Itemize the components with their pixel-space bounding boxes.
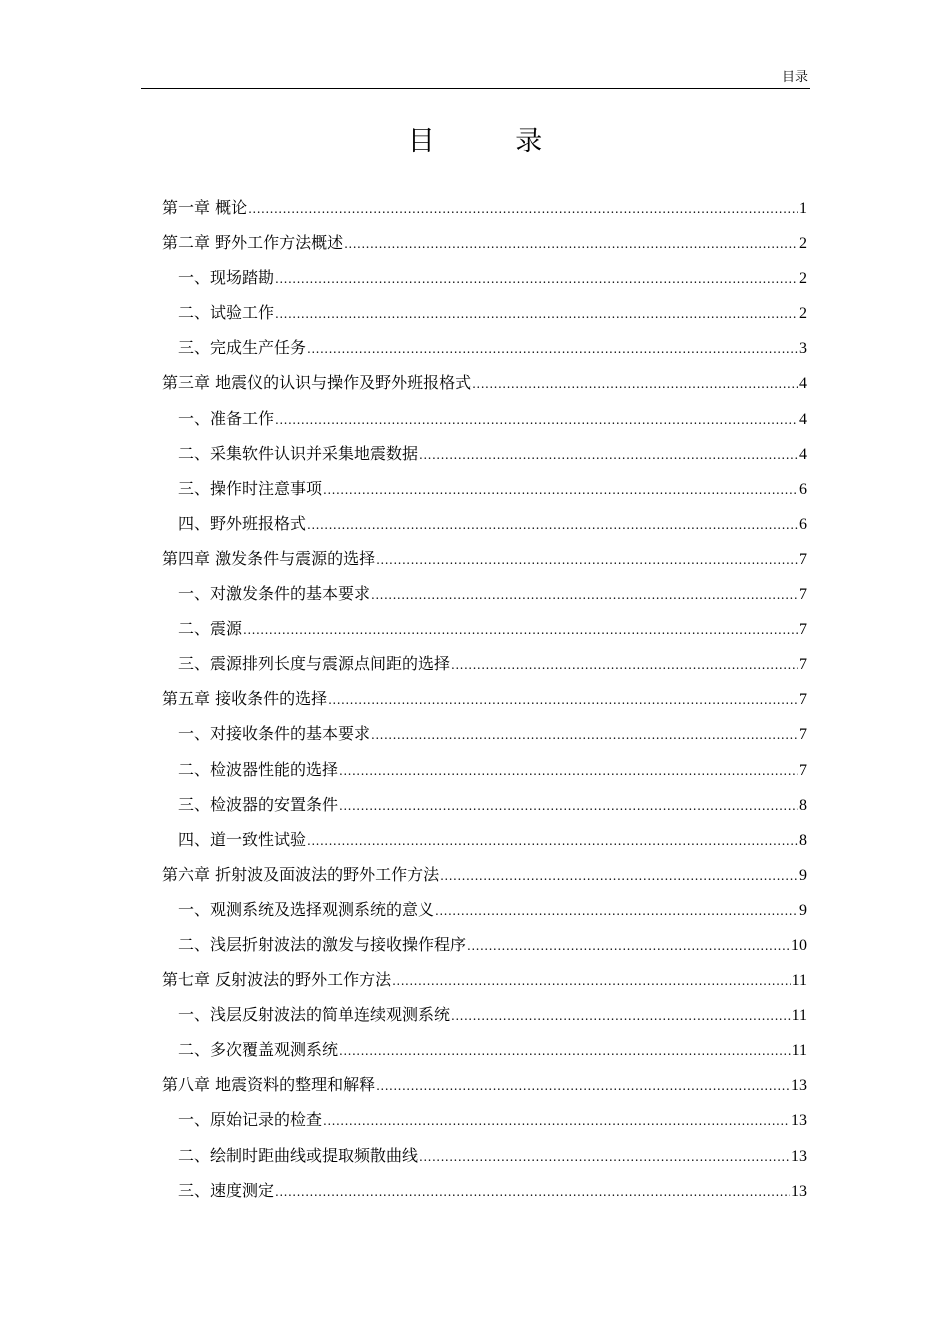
toc-dot-leader <box>339 754 798 789</box>
toc-chapter-entry[interactable] <box>162 1067 807 1102</box>
toc-section-entry[interactable] <box>162 997 807 1032</box>
toc-page-number: 11 <box>791 1042 807 1060</box>
toc-entry-label: 二、浅层折射波法的激发与接收操作程序 <box>178 934 467 954</box>
toc-entry-label: 一、对接收条件的基本要求 <box>178 724 371 744</box>
toc-page-number: 2 <box>799 270 807 288</box>
toc-dot-leader <box>419 1140 790 1175</box>
toc-dot-leader <box>371 718 798 753</box>
toc-page-number: 11 <box>791 972 807 990</box>
toc-entry-label: 三、震源排列长度与震源点间距的选择 <box>178 654 451 674</box>
toc-chapter-entry[interactable] <box>162 962 807 997</box>
toc-entry-label: 第六章 折射波及面波法的野外工作方法 <box>162 864 440 884</box>
toc-dot-leader <box>467 929 790 964</box>
toc-chapter-entry[interactable] <box>162 541 807 576</box>
toc-page-number: 7 <box>799 550 807 568</box>
toc-page-number: 7 <box>799 656 807 674</box>
toc-section-entry[interactable] <box>162 506 807 541</box>
toc-dot-leader <box>323 1104 790 1139</box>
table-of-contents <box>162 190 807 1208</box>
toc-section-entry[interactable] <box>162 330 807 365</box>
toc-section-entry[interactable] <box>162 1102 807 1137</box>
toc-section-entry[interactable] <box>162 1032 807 1067</box>
toc-page-number: 4 <box>799 375 807 393</box>
toc-page-number: 13 <box>791 1112 807 1130</box>
toc-section-entry[interactable] <box>162 822 807 857</box>
header-text: 目录 <box>781 70 808 85</box>
toc-dot-leader <box>376 543 798 578</box>
toc-entry-label: 二、震源 <box>178 619 243 639</box>
toc-page-number: 8 <box>799 796 807 814</box>
toc-dot-leader <box>339 789 798 824</box>
toc-section-entry[interactable] <box>162 576 807 611</box>
toc-page-number: 8 <box>799 831 807 849</box>
header-rule <box>141 88 810 89</box>
toc-page-number: 1 <box>799 200 807 217</box>
toc-dot-leader <box>275 297 798 332</box>
toc-entry-label: 四、道一致性试验 <box>178 829 307 849</box>
toc-dot-leader <box>339 1034 791 1069</box>
toc-entry-label: 二、绘制时距曲线或提取频散曲线 <box>178 1145 419 1165</box>
toc-section-entry[interactable] <box>162 892 807 927</box>
toc-entry-label: 一、对激发条件的基本要求 <box>178 584 371 604</box>
toc-entry-label: 二、采集软件认识并采集地震数据 <box>178 443 419 463</box>
toc-dot-leader <box>392 964 791 999</box>
toc-page-number: 9 <box>799 866 807 884</box>
toc-entry-label: 一、现场踏勘 <box>178 268 275 288</box>
toc-dot-leader <box>344 227 798 262</box>
toc-section-entry[interactable] <box>162 401 807 436</box>
toc-dot-leader <box>275 403 798 438</box>
toc-dot-leader <box>275 262 798 297</box>
toc-entry-label: 一、观测系统及选择观测系统的意义 <box>178 899 435 919</box>
toc-page-number: 2 <box>799 305 807 323</box>
toc-page-number: 10 <box>791 936 807 954</box>
toc-dot-leader <box>440 859 798 894</box>
toc-page-number: 13 <box>791 1182 807 1200</box>
toc-dot-leader <box>328 683 798 718</box>
toc-chapter-entry[interactable] <box>162 225 807 260</box>
toc-chapter-entry[interactable] <box>162 365 807 400</box>
toc-section-entry[interactable] <box>162 471 807 506</box>
toc-entry-label: 第七章 反射波法的野外工作方法 <box>162 970 392 990</box>
toc-page-number: 4 <box>799 445 807 463</box>
toc-dot-leader <box>376 1069 790 1104</box>
toc-section-entry[interactable] <box>162 295 807 330</box>
toc-chapter-entry[interactable] <box>162 190 807 225</box>
toc-section-entry[interactable] <box>162 716 807 751</box>
toc-dot-leader <box>451 999 791 1034</box>
toc-page-number: 13 <box>791 1077 807 1095</box>
toc-entry-label: 二、多次覆盖观测系统 <box>178 1040 339 1060</box>
toc-entry-label: 二、检波器性能的选择 <box>178 759 339 779</box>
page-title: 目 录 <box>407 126 579 158</box>
toc-entry-label: 三、检波器的安置条件 <box>178 794 339 814</box>
toc-page-number: 13 <box>791 1147 807 1165</box>
toc-section-entry[interactable] <box>162 752 807 787</box>
toc-dot-leader <box>307 508 798 543</box>
toc-page-number: 9 <box>799 901 807 919</box>
toc-page-number: 6 <box>799 480 807 498</box>
toc-section-entry[interactable] <box>162 1173 807 1208</box>
toc-page-number: 7 <box>799 586 807 604</box>
toc-entry-label: 第一章 概论 <box>162 198 248 217</box>
toc-entry-label: 第三章 地震仪的认识与操作及野外班报格式 <box>162 373 472 393</box>
toc-dot-leader <box>323 473 798 508</box>
toc-dot-leader <box>275 1175 790 1210</box>
toc-entry-label: 一、浅层反射波法的简单连续观测系统 <box>178 1005 451 1025</box>
toc-chapter-entry[interactable] <box>162 681 807 716</box>
toc-page-number: 7 <box>799 621 807 639</box>
toc-page-number: 6 <box>799 515 807 533</box>
toc-page-number: 7 <box>799 726 807 744</box>
toc-entry-label: 第二章 野外工作方法概述 <box>162 233 344 253</box>
toc-dot-leader <box>248 192 798 227</box>
toc-entry-label: 一、准备工作 <box>178 408 275 428</box>
toc-entry-label: 三、操作时注意事项 <box>178 478 323 498</box>
toc-dot-leader <box>307 332 798 367</box>
toc-entry-label: 三、速度测定 <box>178 1180 275 1200</box>
toc-section-entry[interactable] <box>162 787 807 822</box>
toc-entry-label: 第四章 激发条件与震源的选择 <box>162 548 376 568</box>
toc-dot-leader <box>451 648 798 683</box>
toc-entry-label: 第八章 地震资料的整理和解释 <box>162 1075 376 1095</box>
toc-page-number: 11 <box>791 1007 807 1025</box>
toc-section-entry[interactable] <box>162 1138 807 1173</box>
toc-entry-label: 第五章 接收条件的选择 <box>162 689 328 709</box>
toc-page-number: 3 <box>799 340 807 358</box>
toc-entry-label: 二、试验工作 <box>178 303 275 323</box>
toc-page-number: 2 <box>799 235 807 253</box>
toc-chapter-entry[interactable] <box>162 857 807 892</box>
toc-page-number: 4 <box>799 410 807 428</box>
toc-page-number: 7 <box>799 761 807 779</box>
toc-dot-leader <box>307 824 798 859</box>
toc-section-entry[interactable] <box>162 436 807 471</box>
toc-section-entry[interactable] <box>162 927 807 962</box>
toc-dot-leader <box>419 438 798 473</box>
toc-dot-leader <box>435 894 798 929</box>
toc-entry-label: 三、完成生产任务 <box>178 338 307 358</box>
toc-entry-label: 四、野外班报格式 <box>178 513 307 533</box>
toc-page-number: 7 <box>799 691 807 709</box>
toc-dot-leader <box>243 613 798 648</box>
toc-section-entry[interactable] <box>162 260 807 295</box>
toc-dot-leader <box>472 367 798 402</box>
toc-dot-leader <box>371 578 798 613</box>
toc-section-entry[interactable] <box>162 646 807 681</box>
toc-entry-label: 一、原始记录的检查 <box>178 1110 323 1130</box>
toc-section-entry[interactable] <box>162 611 807 646</box>
